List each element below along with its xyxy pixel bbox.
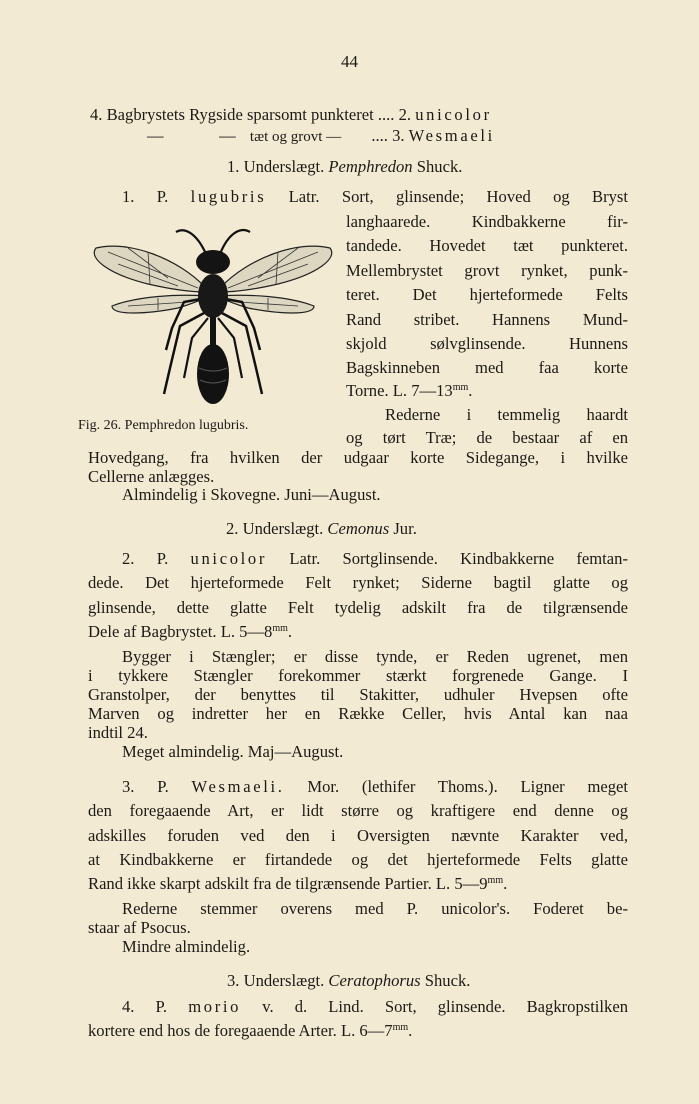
text-line: Dele af Bagbrystet. L. $5—8^{mm}$. [88,622,293,641]
key-dash: — [219,126,236,145]
species-name: lugubris [190,187,267,206]
species-entry-line: 3. P. Wesmaeli. Mor. (lethifer Thoms.). Ligner meget [122,777,629,796]
key-species-name: unicolor [415,105,492,124]
text-line: Hovedgang, fra hvilken der udgaar korte Sidegange, i hvilke [88,448,628,467]
figure-caption: Fig. 26. Pemphredon lugubris. [78,418,249,433]
text-line: Bagskinneben med faa korte [346,358,628,377]
text-line: glinsende, dette glatte Felt tydelig adskilt fra de tilgrænsende [88,598,628,617]
wasp-illustration-icon [88,218,338,418]
text-line: adskilles foruden ved den i Oversigten nævnte Karakter ved, [88,826,628,845]
frequency-note: Almindelig i Skovegne. Juni—August. [122,485,381,504]
text-line: tandede. Hovedet tæt punkteret. [346,236,628,255]
species-entry-line: 1. P. lugubris Latr. Sort, glinsende; Hoved og Bryst [122,187,629,206]
page-number: 44 [341,52,358,71]
text-line: Rederne i temmelig haardt [385,405,628,424]
text-line: og tørt Træ; de bestaar af en [346,428,628,447]
text-line: skjold sølvglinsende. Hunnens [346,334,628,353]
text-line: i tykkere Stængler forekommer stærkt forgrenede Gange. I [88,666,628,685]
subgenus-heading: 1. Underslægt. Pemphredon Shuck. [227,157,463,176]
text-line: Rederne stemmer overens med P. unicolor's. Foderet be- [122,899,628,918]
subgenus-heading: 2. Underslægt. Cemonus Jur. [226,519,417,538]
text-line: teret. Det hjerteformede Felts [346,285,628,304]
text-line: Rand stribet. Hannens Mund- [346,310,628,329]
key-row-2 [147,125,495,148]
key-row-1 [90,104,492,126]
text-line: langhaarede. Kindbakkerne fir- [346,212,628,231]
frequency-note: Mindre almindelig. [122,937,251,956]
key-dots: .... 2. [377,105,412,124]
text-line: kortere end hos de foregaaende Arter. L. $6—7^{mm}$. [88,1021,413,1040]
species-name: unicolor [190,549,268,568]
text-line: indtil 24. [88,723,148,742]
frequency-note: Meget almindelig. Maj—August. [122,742,344,761]
text-line: Torne. L. $7—13^{mm}$. [346,381,473,400]
text-line: Mellembrystet grovt rynket, punk- [346,261,628,280]
species-name: Wesmaeli. [191,777,285,796]
key-species-name: Wesmaeli [408,126,495,145]
text-line: den foregaaende Art, er lidt større og kraftigere end denne og [88,801,628,820]
key-text: tæt og grovt — [249,129,342,145]
species-entry-line: 4. P. morio v. d. Lind. Sort, glinsende. Bagkropstilken [122,997,628,1016]
text-line: dede. Det hjerteformede Felt rynket; Siderne bagtil glatte og [88,573,628,592]
key-text: 4. Bagbrystets Rygside sparsomt punkteret [90,105,374,124]
text-line: at Kindbakkerne er firtandede og det hjerteformede Felts glatte [88,850,628,869]
species-entry-line: 2. P. unicolor Latr. Sortglinsende. Kindbakkerne femtan- [122,549,628,568]
key-dash: — [147,126,164,145]
subgenus-heading: 3. Underslægt. Ceratophorus Shuck. [227,971,471,990]
key-dots: .... 3. [371,126,405,145]
text-line: Rand ikke skarpt adskilt fra de tilgrænsende Partier. L. $5—9^{mm}$. [88,874,508,893]
species-name: morio [188,997,242,1016]
text-line: Marven og indretter her en Række Celler, hvis Antal kan naa [88,704,628,723]
text-line: Bygger i Stængler; er disse tynde, er Reden ugrenet, men [122,647,628,666]
text-line: Granstolper, der benyttes til Stakitter, udhuler Hvepsen ofte [88,685,628,704]
text-line: staar af Psocus. [88,918,191,937]
text-line: Cellerne anlægges. [88,467,215,486]
